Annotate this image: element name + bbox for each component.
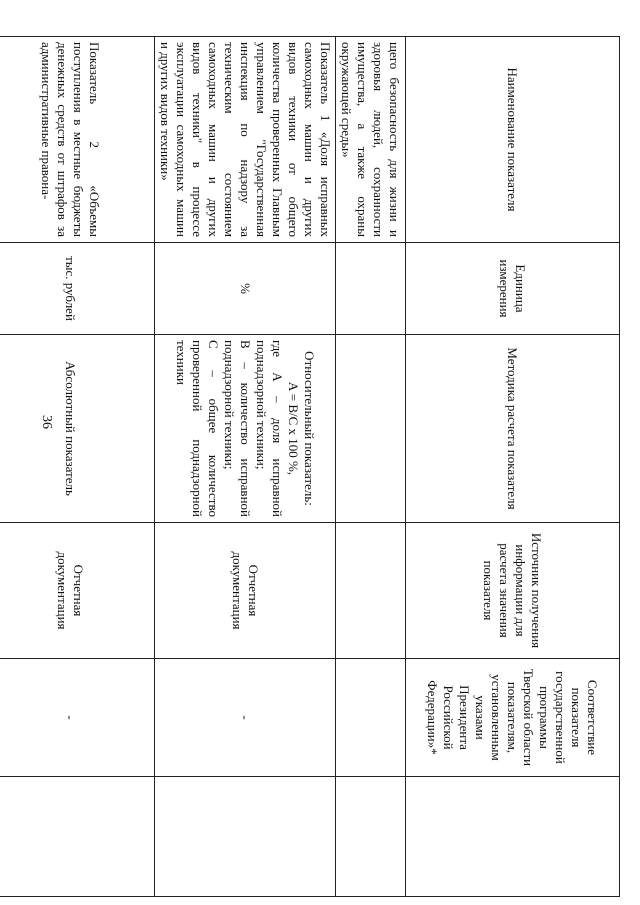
method-cell bbox=[336, 335, 406, 523]
indicators-table bbox=[0, 36, 620, 897]
header-compliance: Соответствие показателя государственной программы Тверской области показателям, установленным указами Президента Российской Федерации»* bbox=[406, 659, 620, 777]
compliance-cell: - bbox=[155, 659, 336, 777]
header-unit: Единица измерения bbox=[406, 243, 620, 335]
header-method: Методика расчета показателя bbox=[406, 335, 620, 523]
empty-cell bbox=[0, 777, 155, 897]
source-cell bbox=[336, 523, 406, 659]
empty-cell bbox=[336, 777, 406, 897]
method-cell bbox=[155, 335, 336, 523]
compliance-cell bbox=[336, 659, 406, 777]
method-line: где A – доля исправной поднадзорной техники; bbox=[254, 340, 285, 517]
source-cell: Отчетная документация bbox=[155, 523, 336, 659]
rotated-table-container bbox=[40, 36, 620, 896]
unit-cell: тыс. рублей bbox=[0, 243, 155, 335]
indicator-name: щего безопасность для жизни и здоровья людей, сохранности имущества, а также охраны окружающей среды» bbox=[336, 37, 406, 243]
table-row bbox=[155, 37, 336, 897]
page-number: 36 bbox=[39, 415, 54, 429]
header-source: Источник получения информации для расчета значения показателя bbox=[406, 523, 620, 659]
source-cell: Отчетная документация bbox=[0, 523, 155, 659]
unit-cell bbox=[336, 243, 406, 335]
method-formula: A = B/C x 100 %, bbox=[286, 381, 301, 476]
unit-cell: % bbox=[155, 243, 336, 335]
header-empty bbox=[406, 777, 620, 897]
table-row bbox=[336, 37, 406, 897]
method-line: C – общее количество проверенной поднадзорной техники bbox=[174, 340, 221, 517]
method-line: Относительный показатель: bbox=[302, 351, 317, 506]
header-indicator-name: Наименование показателя bbox=[406, 37, 620, 243]
indicator-name: Показатель 1 «Доля исправных самоходных машин и других видов техники от общего количества проверенных Главным управлением "Государственная инспекция по надзору за техническим состоянием самоходных машин и других видов техники" в процессе эксплуатации самоходных машин и других видов техники» bbox=[155, 37, 336, 243]
empty-cell bbox=[155, 777, 336, 897]
method-cell: Абсолютный показатель bbox=[0, 335, 155, 523]
indicator-name: Показатель 2 «Объемы поступления в местные бюджеты денежных средств от штрафов за административные правона- bbox=[0, 37, 155, 243]
table-header-row bbox=[406, 37, 620, 897]
table-row bbox=[0, 37, 155, 897]
compliance-cell: - bbox=[0, 659, 155, 777]
method-line: B – количество исправной поднадзорной техники; bbox=[222, 340, 253, 517]
